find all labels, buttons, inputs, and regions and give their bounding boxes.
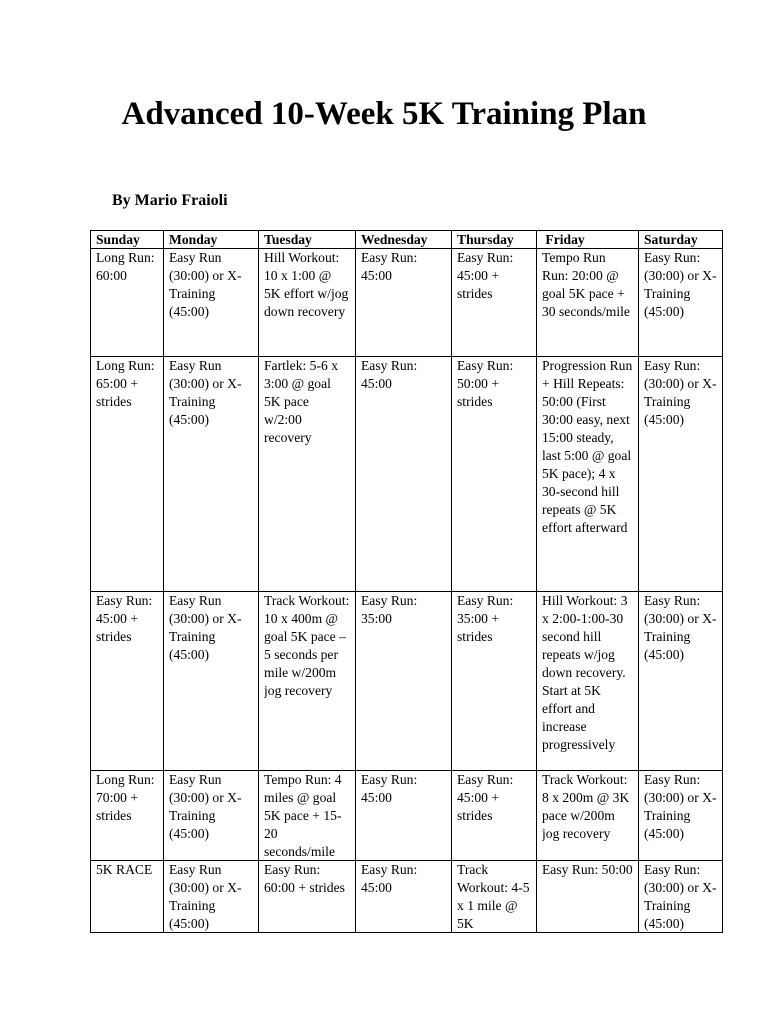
cell-text: Easy Run: 45:00 [361,772,418,805]
table-row [91,861,723,933]
table-row [91,357,723,592]
table-cell [639,771,723,861]
cell-text: Easy Run: 45:00 [361,862,418,895]
table-row [91,592,723,771]
cell-text: Easy Run: 35:00 + strides [457,593,514,644]
table-cell [91,861,164,933]
table-cell [259,357,356,592]
table-cell [639,357,723,592]
table-cell [164,249,259,357]
table-cell [537,249,639,357]
table-cell [164,771,259,861]
table-cell [91,771,164,861]
header-wednesday: Wednesday [356,231,452,249]
cell-text: Easy Run: (30:00) or X-Training (45:00) [644,862,717,931]
cell-text: Easy Run: (30:00) or X-Training (45:00) [644,593,717,662]
cell-text: Easy Run: 45:00 + strides [457,772,514,823]
table-cell [259,861,356,933]
table-row [91,249,723,357]
table-cell [164,592,259,771]
table-cell [537,592,639,771]
cell-text: Easy Run (30:00) or X-Training (45:00) [169,862,242,931]
table-cell [91,249,164,357]
cell-text: Easy Run: 45:00 + strides [96,593,153,644]
cell-text: Easy Run (30:00) or X-Training (45:00) [169,250,242,319]
table-cell [259,592,356,771]
cell-text: 5K RACE [96,862,153,877]
table-row [91,771,723,861]
table-cell [259,771,356,861]
table-cell [164,357,259,592]
table-cell [356,249,452,357]
author-byline: By Mario Fraioli [112,192,228,209]
cell-text: Tempo Run: 4 miles @ goal 5K pace + 15-20 seconds/mile [264,772,342,859]
cell-text: Track Workout: 8 x 200m @ 3K pace w/200m jog recovery [542,772,630,841]
table-cell [356,592,452,771]
table-cell [91,357,164,592]
header-row [91,231,723,249]
table-cell [537,357,639,592]
cell-text: Easy Run: 45:00 [361,358,418,391]
table-cell [164,861,259,933]
header-saturday: Saturday [639,231,723,249]
cell-text: Easy Run: (30:00) or X-Training (45:00) [644,250,717,319]
table-cell [639,592,723,771]
cell-text: Track Workout: 10 x 400m @ goal 5K pace – 5 seconds per mile w/200m jog recovery [264,593,350,698]
table-cell [356,861,452,933]
cell-text: Track Workout: 4-5 x 1 mile @ 5K [457,862,530,931]
cell-text: Easy Run: 45:00 [361,250,418,283]
table-cell [452,357,537,592]
cell-text: Long Run: 65:00 + strides [96,358,155,409]
cell-text: Hill Workout: 3 x 2:00-1:00-30 second hill repeats w/jog down recovery. Start at 5K effort and increase progressively [542,593,628,752]
header-monday: Monday [164,231,259,249]
cell-text: Long Run: 60:00 [96,250,155,283]
cell-text: Easy Run (30:00) or X-Training (45:00) [169,358,242,427]
document-title: Advanced 10-Week 5K Training Plan [121,96,647,132]
cell-text: Progression Run + Hill Repeats: 50:00 (First 30:00 easy, next 15:00 steady, last 5:00 @ goal 5K pace); 4 x 30-second hill repeats @ 5K effort afterward [542,358,633,535]
cell-text: Easy Run: 35:00 [361,593,418,626]
header-tuesday: Tuesday [259,231,356,249]
training-plan-table [90,230,723,933]
cell-text: Hill Workout: 10 x 1:00 @ 5K effort w/jog down recovery [264,250,349,319]
table-cell [356,357,452,592]
cell-text: Easy Run: (30:00) or X-Training (45:00) [644,358,717,427]
table-cell [537,771,639,861]
cell-text: Tempo Run Run: 20:00 @ goal 5K pace + 30 seconds/mile [542,250,630,319]
table-cell [452,771,537,861]
table-cell [537,861,639,933]
table-cell [259,249,356,357]
cell-text: Easy Run: 50:00 + strides [457,358,514,409]
table-cell [452,861,537,933]
table-cell [356,771,452,861]
cell-text: Easy Run: 60:00 + strides [264,862,345,895]
cell-text: Easy Run: 50:00 [542,862,633,877]
cell-text: Easy Run: 45:00 + strides [457,250,514,301]
cell-text: Long Run: 70:00 + strides [96,772,155,823]
header-thursday: Thursday [452,231,537,249]
cell-text: Easy Run (30:00) or X-Training (45:00) [169,593,242,662]
cell-text: Easy Run: (30:00) or X-Training (45:00) [644,772,717,841]
table-cell [452,249,537,357]
table-cell [91,592,164,771]
table-cell [452,592,537,771]
table-cell [639,861,723,933]
cell-text: Fartlek: 5-6 x 3:00 @ goal 5K pace w/2:00 recovery [264,358,338,445]
cell-text: Easy Run (30:00) or X-Training (45:00) [169,772,242,841]
header-sunday: Sunday [91,231,164,249]
table-cell [639,249,723,357]
header-friday: Friday [537,231,639,249]
